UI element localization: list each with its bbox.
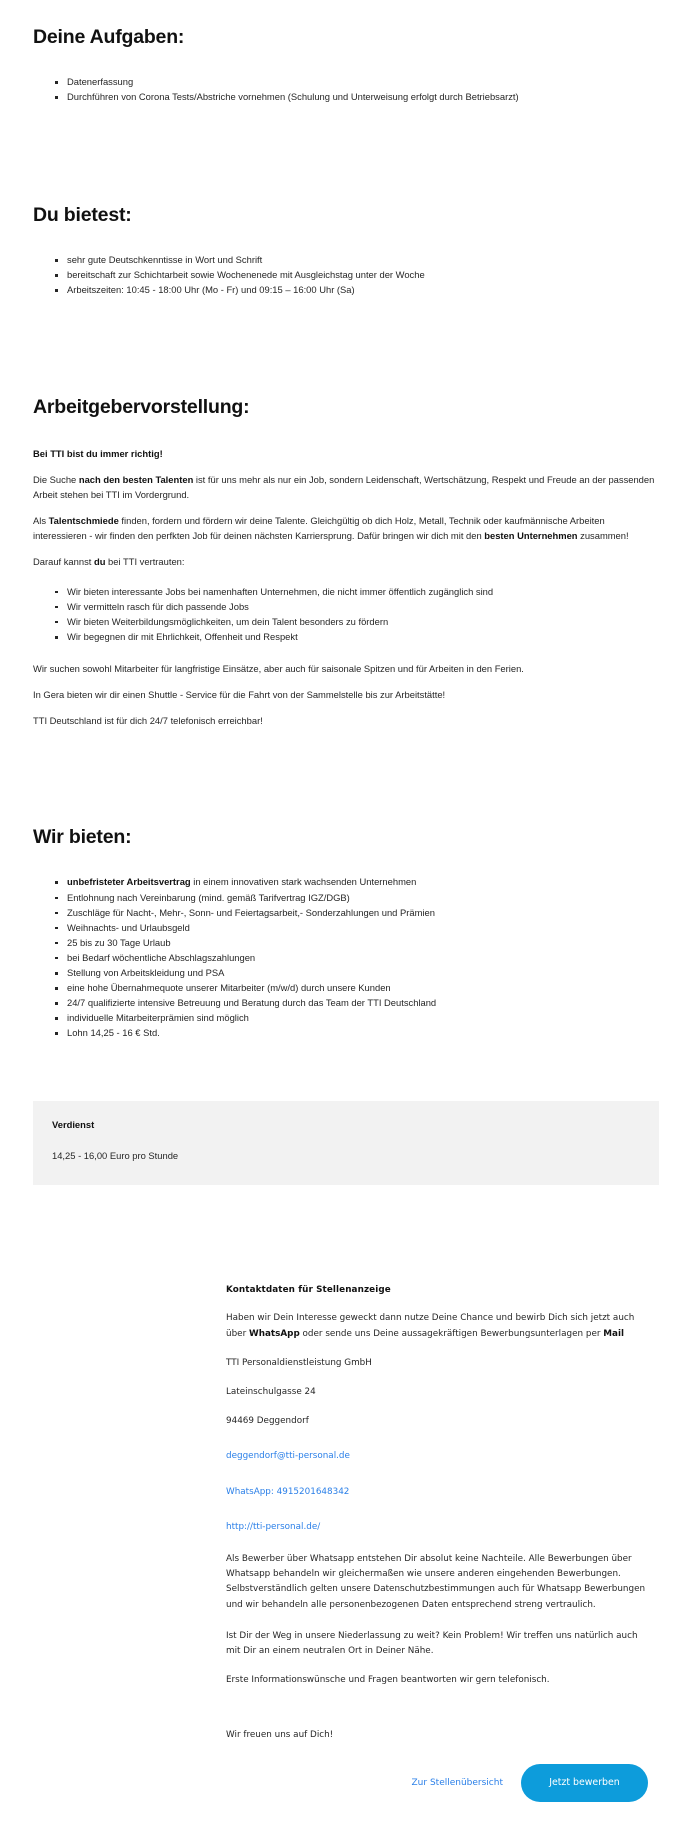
tasks-list [33, 75, 659, 105]
salary-value: 14,25 - 16,00 Euro pro Stunde [52, 1150, 179, 1162]
offer-section [0, 204, 692, 298]
contact-paragraph-distance: Ist Dir der Weg in unsere Niederlassung zu weit? Kein Problem! Wir treffen uns natürlich auch mit Dir an einem neutralen Ort in Deiner Nähe. [226, 1630, 638, 1657]
spacer [33, 645, 659, 661]
contact-whatsapp-row [226, 1479, 648, 1500]
text-run: bei TTI vertrauten: [105, 555, 185, 567]
spacer [0, 728, 692, 826]
list-item: Stellung von Arbeitskleidung und PSA [67, 966, 659, 981]
contact-company: TTI Personaldienstleistung GmbH [226, 1357, 372, 1368]
contact-email-row [226, 1443, 648, 1464]
employer-paragraph-5: In Gera bieten wir dir einen Shuttle - Service für die Fahrt von der Sammelstelle bis zur Arbeitstätte! [33, 689, 446, 701]
contact-title: Kontaktdaten für Stellenanzeige [226, 1285, 391, 1296]
list-item: Wir bieten interessante Jobs bei namenhaften Unternehmen, die nicht immer öffentlich zugänglich sind [67, 585, 659, 600]
employer-section [0, 396, 692, 728]
list-item: Datenerfassung [67, 75, 659, 90]
list-item: 25 bis zu 30 Tage Urlaub [67, 936, 659, 951]
text-run-bold: Talentschmiede [48, 514, 119, 526]
job-overview-link[interactable]: Zur Stellenübersicht [411, 1777, 503, 1788]
employer-paragraph-3 [33, 554, 659, 569]
list-item: Wir begegnen dir mit Ehrlichkeit, Offenheit und Respekt [67, 630, 659, 645]
text-run-bold: nach den besten Talenten [78, 473, 194, 485]
text-run-bold: unbefristeter Arbeitsvertrag [67, 876, 191, 888]
list-item: Durchführen von Corona Tests/Abstriche vornehmen (Schulung und Unterweisung erfolgt durch Betriebsarzt) [67, 90, 659, 105]
employer-lead [33, 446, 659, 461]
text-run: Die Suche [33, 473, 79, 485]
list-item: Weihnachts- und Urlaubsgeld [67, 921, 659, 936]
text-run-bold: WhatsApp [249, 1328, 300, 1339]
salary-label: Verdienst [52, 1119, 95, 1131]
spacer-top [0, 0, 692, 26]
list-item: Lohn 14,25 - 16 € Std. [67, 1026, 659, 1041]
list-item: bereitschaft zur Schichtarbeit sowie Wochenenede mit Ausgleichstag unter der Woche [67, 268, 659, 283]
spacer [0, 298, 692, 396]
contact-city: 94469 Deggendorf [226, 1416, 309, 1427]
list-item: individuelle Mitarbeiterprämien sind möglich [67, 1011, 659, 1026]
text-run-bold: du [93, 555, 106, 567]
list-item: bei Bedarf wöchentliche Abschlagszahlungen [67, 951, 659, 966]
contact-street: Lateinschulgasse 24 [226, 1387, 316, 1398]
spacer [0, 1041, 692, 1101]
tasks-title: Deine Aufgaben: [33, 26, 185, 48]
list-item: 24/7 qualifizierte intensive Betreuung und Beratung durch das Team der TTI Deutschland [67, 996, 659, 1011]
spacer [33, 849, 659, 875]
footer-actions [0, 1764, 692, 1802]
employer-paragraph-2 [33, 513, 659, 543]
text-run: Haben wir Dein Interesse geweckt dann nutze Deine Chance und bewirb Dich sich jetzt auch über [226, 1313, 635, 1339]
offer-title: Du bietest: [33, 203, 132, 226]
spacer [0, 106, 692, 204]
text-run: ist für uns mehr als nur ein Job, sondern Leidenschaft, Wertschätzung, Respekt und Freude an der passenden Arbeit stehen bei TTI im Vordergrund. [33, 473, 655, 500]
employer-paragraph-4: Wir suchen sowohl Mitarbeiter für langfristige Einsätze, aber auch für saisonale Spitzen und für Arbeiten in den Ferien. [33, 663, 524, 675]
list-item: Zuschläge für Nacht-, Mehr-, Sonn- und Feiertagsarbeit,- Sonderzahlungen und Prämien [67, 906, 659, 921]
text-run: Als [33, 514, 49, 526]
text-run: finden, fordern und fördern wir deine Talente. Gleichgültig ob dich Holz, Metall, Technik oder kaufmännische Arbeiten interessieren - wir finden den perfkten Job für deinen nächsten Karriersprung. Dafür bringen wir dich mit den [33, 514, 605, 541]
spacer-bottom [0, 1802, 692, 1844]
spacer [33, 420, 659, 446]
employer-paragraph-1 [33, 472, 659, 502]
spacer [33, 49, 659, 75]
contact-website-link[interactable]: http://tti-personal.de/ [226, 1521, 321, 1532]
contact-paragraph-info: Erste Informationswünsche und Fragen beantworten wir gern telefonisch. [226, 1675, 550, 1686]
contact-section [0, 1283, 692, 1743]
contact-website-row [226, 1514, 648, 1535]
list-item: Wir vermitteln rasch für dich passende Jobs [67, 600, 659, 615]
spacer [33, 227, 659, 253]
list-item: Wir bieten Weiterbildungsmöglichkeiten, um dein Talent besonders zu fördern [67, 615, 659, 630]
list-item: Arbeitszeiten: 10:45 - 18:00 Uhr (Mo - Fr) und 09:15 – 16:00 Uhr (Sa) [67, 283, 659, 298]
text-run-bold: besten Unternehmen [484, 529, 578, 541]
spacer [0, 1185, 692, 1283]
employer-title: Arbeitgebervorstellung: [33, 396, 250, 419]
list-item: eine hohe Übernahmequote unserer Mitarbeiter (m/w/d) durch unsere Kunden [67, 981, 659, 996]
contact-intro [226, 1311, 648, 1341]
apply-button[interactable]: Jetzt bewerben [521, 1764, 648, 1802]
spacer [33, 569, 659, 585]
offer-list [33, 253, 659, 298]
benefits-section [0, 826, 692, 1041]
employer-trust-list [33, 585, 659, 645]
whatsapp-legal-note: Als Bewerber über Whatsapp entstehen Dir absolut keine Nachteile. Alle Bewerbungen über Whatsapp behandeln wir gleichermaßen wie unsere anderen eingehenden Bewerbungen. Selbstverständlich gelten unsere Datenschutzbestimmungen auch für Whatsapp Bewerbungen und wir behandeln alle personenbezogenen Daten entsprechend streng vertraulich. [226, 1554, 646, 1610]
text-run: zusammen! [577, 529, 629, 541]
list-item: sehr gute Deutschkenntisse in Wort und Schrift [67, 253, 659, 268]
salary-panel [33, 1101, 659, 1185]
tasks-section [0, 26, 692, 105]
text-run: in einem innovativen stark wachsenden Unternehmen [190, 876, 417, 888]
benefits-list [33, 875, 659, 1041]
benefits-title: Wir bieten: [33, 826, 132, 849]
list-item [67, 875, 659, 890]
contact-email-link[interactable]: deggendorf@tti-personal.de [226, 1451, 350, 1462]
employer-lead-text: Bei TTI bist du immer richtig! [33, 447, 163, 459]
employer-paragraph-6: TTI Deutschland ist für dich 24/7 telefonisch erreichbar! [33, 715, 263, 727]
text-run: Darauf kannst [33, 555, 94, 567]
list-item: Entlohnung nach Vereinbarung (mind. gemäß Tarifvertrag IGZ/DGB) [67, 891, 659, 906]
text-run-bold: Mail [603, 1328, 625, 1339]
text-run: oder sende uns Deine aussagekräftigen Bewerbungsunterlagen per [299, 1328, 604, 1339]
contact-closing: Wir freuen uns auf Dich! [226, 1730, 334, 1741]
contact-whatsapp-link[interactable]: WhatsApp: 4915201648342 [226, 1486, 350, 1497]
